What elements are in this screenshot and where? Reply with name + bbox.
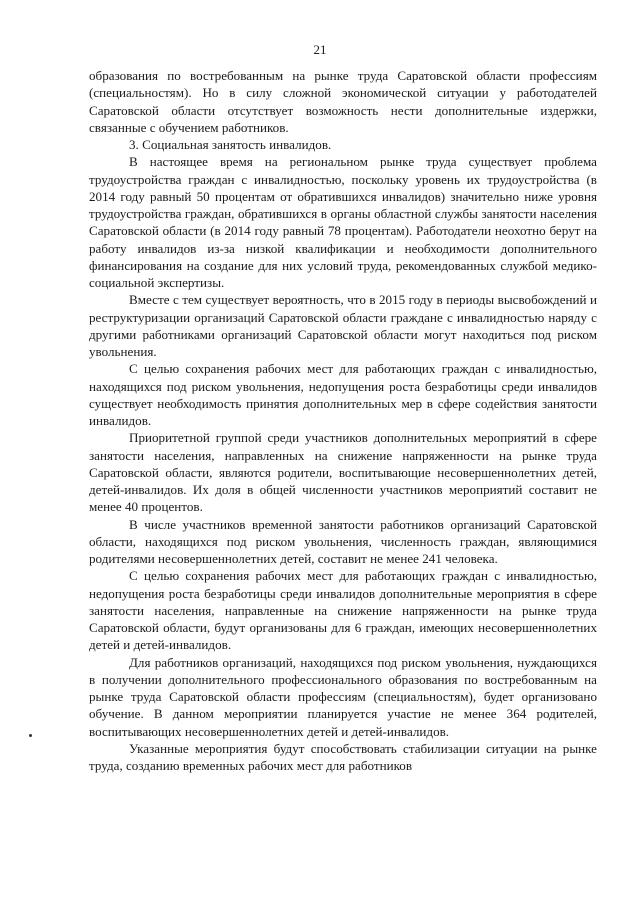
paragraph: Приоритетной группой среди участников дополнительных мероприятий в сфере занятости населения, направленных на снижение напряженности на рынке труда Саратовской области, являются родители, воспитывающие несовершеннолетних детей, детей-инвалидов. Их доля в общей численности участников мероприятий составит не менее 40 процентов. [89, 430, 597, 515]
paragraph: С целью сохранения рабочих мест для работающих граждан с инвалидностью, находящихся под риском увольнения, недопущения роста безработицы среди инвалидов существует необходимость принятия дополнительных мер в сфере содействия занятости инвалидов. [89, 361, 597, 428]
page-number: 21 [313, 42, 327, 57]
document-body [89, 67, 597, 774]
scan-speck [29, 734, 32, 737]
section-heading: 3. Социальная занятость инвалидов. [129, 137, 332, 152]
paragraph: С целью сохранения рабочих мест для работающих граждан с инвалидностью, недопущения роста безработицы среди инвалидов дополнительные мероприятия в сфере занятости населения, направленные на снижение напряженности на рынке труда Саратовской области, будут организованы для 6 граждан, имеющих несовершеннолетних детей и детей-инвалидов. [89, 568, 597, 653]
paragraph: В настоящее время на региональном рынке труда существует проблема трудоустройства граждан с инвалидностью, поскольку уровень их трудоустройства (в 2014 году равный 50 процентам от обратившихся инвалидов) значительно ниже уровня трудоустройства граждан, обратившихся в органы областной службы занятости населения Саратовской области (в 2014 году равный 78 процентам). Работодатели неохотно берут на работу инвалидов из-за низкой квалификации и необходимости дополнительного финансирования на создание для них условий труда, рекомендованных службой медико-социальной экспертизы. [89, 154, 597, 290]
paragraph-cut-off: Указанные мероприятия будут способствовать стабилизации ситуации на рынке труда, созданию временных рабочих мест для работников [89, 740, 597, 773]
paragraph: В числе участников временной занятости работников организаций Саратовской области, находящихся под риском увольнения, численность граждан, являющимися родителями несовершеннолетних детей, составит не менее 241 человека. [89, 516, 597, 566]
paragraph-continuation: образования по востребованным на рынке труда Саратовской области профессиям (специальностям). Но в силу сложной экономической ситуации у работодателей Саратовской области отсутствует возможность нести дополнительные издержки, связанные с обучением работников. [89, 68, 597, 135]
paragraph: Для работников организаций, находящихся под риском увольнения, нуждающихся в получении дополнительного профессионального образования по востребованным на рынке труда Саратовской области профессиям (специальностям), будет организовано обучение. В данном мероприятии планируется участие не менее 364 родителей, воспитывающих несовершеннолетних детей и детей-инвалидов. [89, 654, 597, 739]
paragraph: Вместе с тем существует вероятность, что в 2015 году в периоды высвобождений и реструктуризации организаций Саратовской области граждане с инвалидностью наряду с другими работниками организаций Саратовской области могут находиться под риском увольнения. [89, 292, 597, 359]
